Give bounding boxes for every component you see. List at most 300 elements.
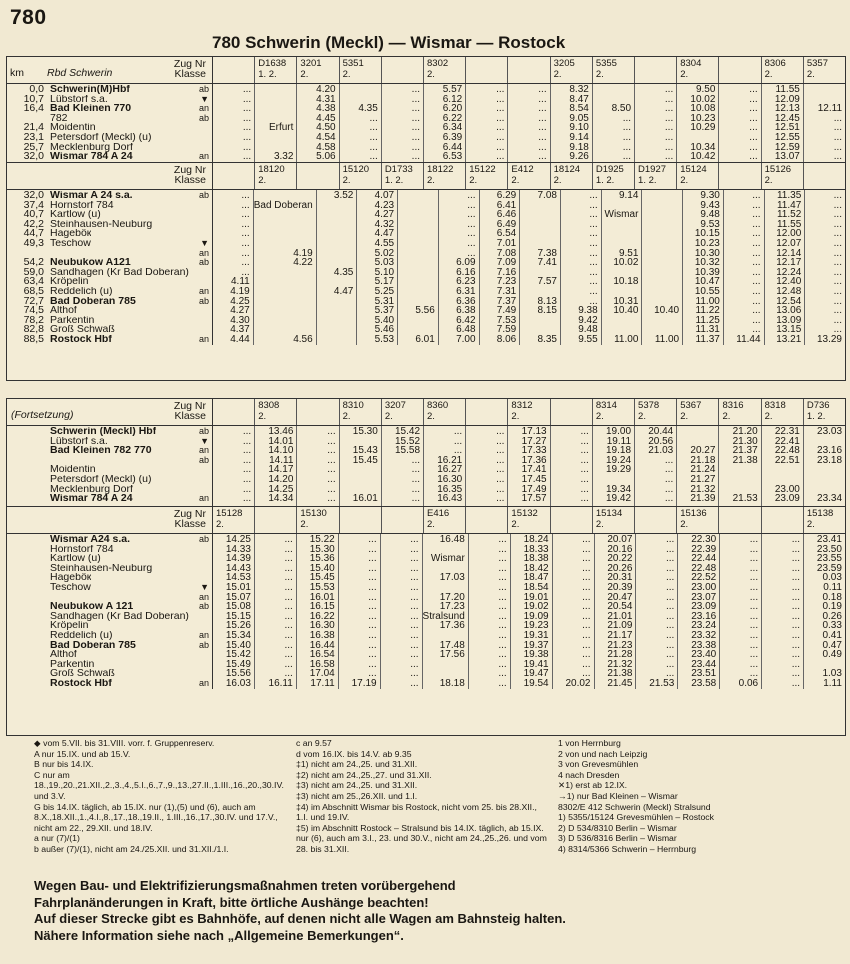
time-cell: ... [538, 103, 547, 115]
time-cell: ... [242, 112, 252, 124]
time-cell: ... [752, 190, 761, 201]
arrival-departure: an [198, 494, 209, 504]
time-cell: 9.10 [569, 122, 589, 134]
time-cell: ... [749, 93, 758, 105]
time-cell: 23.24 [691, 620, 717, 632]
time-cell: ... [664, 454, 674, 466]
station-row [7, 220, 212, 230]
train-header [635, 163, 677, 189]
time-cell: ... [538, 131, 547, 143]
station-label [10, 277, 89, 287]
station-row [7, 437, 212, 447]
station-row [7, 554, 212, 564]
train-column [398, 190, 439, 345]
time-cell: 21.53 [649, 677, 675, 689]
time-cell: 20.56 [648, 435, 674, 447]
train-class: 2. [806, 519, 815, 530]
time-cell: 11.52 [776, 209, 802, 221]
train-class: 2. [680, 519, 689, 530]
train-column [439, 190, 480, 345]
time-cell: ... [453, 426, 463, 437]
time-cell [317, 249, 357, 259]
train-column [677, 426, 719, 506]
time-cell: ... [665, 553, 675, 565]
station-km: 32,0 [23, 152, 44, 162]
station-row [7, 573, 212, 583]
time-cell [642, 201, 682, 211]
time-cell: 15.42 [394, 426, 421, 437]
time-cell: 16.48 [439, 534, 465, 545]
time-cell: 17.33 [521, 445, 547, 457]
time-cell: ... [749, 141, 758, 153]
time-cell: ... [496, 93, 505, 105]
time-cell: 7.31 [496, 285, 517, 297]
time-cell [762, 465, 803, 475]
time-cell: ... [665, 601, 675, 613]
station-name: Sandhagen (Kr Bad Doberan) [50, 267, 189, 278]
time-cell: ... [410, 668, 419, 680]
time-cell: 12.55 [774, 131, 800, 143]
train-column [511, 534, 553, 689]
time-cell: ... [467, 218, 476, 230]
time-cell: ... [749, 103, 758, 115]
arrival-departure: ab [198, 191, 209, 200]
time-cell: 10.32 [694, 257, 720, 269]
time-cell: ... [749, 534, 759, 545]
footnote: 3) D 536/8316 Berlin – Wismar [558, 833, 677, 844]
arrival-departure: ab [198, 640, 209, 650]
time-cell: 9.53 [700, 218, 720, 230]
time-cell: ... [498, 639, 507, 651]
time-cell: 12.09 [774, 93, 800, 105]
time-cell: ... [538, 112, 547, 124]
station-km: 59,0 [23, 267, 44, 278]
train-header [677, 57, 719, 83]
time-cell: ... [752, 276, 761, 288]
station-row [7, 287, 212, 297]
time-cell: ... [752, 199, 761, 211]
time-cell: 10.29 [690, 122, 716, 134]
time-cell [520, 229, 560, 239]
station-km: 16,4 [23, 104, 44, 114]
time-cell: 22.52 [691, 572, 717, 584]
station-names [7, 190, 213, 345]
train-class: 2. [342, 175, 351, 186]
time-cell: ... [589, 209, 598, 221]
time-cell: 5.53 [374, 333, 395, 345]
time-cell: ... [582, 572, 591, 584]
time-cell: ... [242, 464, 252, 476]
station-label [10, 602, 133, 612]
time-cell: 7.23 [496, 276, 517, 288]
time-cell: ... [410, 629, 419, 641]
station-name: Groß Schwaß [50, 669, 115, 679]
time-cell: 5.37 [374, 305, 395, 317]
time-cell: ... [327, 464, 336, 476]
time-cell: ... [580, 435, 589, 447]
time-cell [340, 465, 381, 475]
station-label [10, 95, 108, 105]
time-cell: ... [467, 228, 476, 240]
time-cell: 16.44 [309, 639, 335, 651]
time-cell: 14.39 [225, 553, 251, 565]
time-cell: 19.11 [606, 435, 632, 447]
time-cell: 23.40 [691, 649, 717, 661]
time-cell: ... [538, 84, 547, 95]
station-name: Petersdorf (Meckl) (u) [50, 474, 152, 485]
time-cell: 15.56 [225, 668, 251, 680]
time-cell: ... [749, 122, 758, 134]
station-label [10, 427, 156, 437]
train-header [551, 57, 593, 83]
time-cell: ... [498, 601, 507, 613]
time-cell: ... [496, 454, 505, 466]
time-cell: ... [664, 93, 674, 105]
time-cell: ... [582, 534, 591, 545]
timetable-top [6, 56, 846, 381]
station-km: 63,4 [23, 277, 44, 287]
station-label [10, 201, 114, 211]
time-cell: ... [284, 649, 293, 661]
notice-line: Nähere Information siehe nach „Allgemeine Bemerkungen“. [34, 927, 404, 943]
arrival-departure: ▼ [200, 582, 209, 592]
train-header [466, 163, 508, 189]
station-label [10, 583, 91, 593]
time-cell: 10.31 [613, 295, 639, 307]
time-cell: ... [580, 454, 589, 466]
station-km: 40,7 [23, 210, 44, 220]
time-cell: 13.15 [776, 324, 802, 336]
station-label [10, 297, 136, 307]
time-cell: 6.34 [442, 122, 463, 134]
time-cell: ... [664, 122, 674, 134]
time-cell: ... [498, 677, 507, 689]
time-cell [398, 277, 438, 287]
train-column [720, 534, 762, 689]
train-column [382, 84, 424, 162]
time-cell: ... [284, 562, 293, 574]
time-cell: ... [791, 553, 801, 565]
time-cell: ... [749, 601, 759, 613]
footnote: ‡3) nicht am 24.,25. und 31.XII. [296, 780, 418, 791]
station-label [10, 143, 133, 153]
time-cell: 19.47 [523, 668, 549, 680]
time-cell: 15.26 [225, 620, 251, 632]
time-cell: 0.33 [822, 620, 842, 632]
time-cell [719, 465, 760, 475]
time-cell: ... [791, 610, 801, 622]
train-number: D1733 [384, 164, 413, 175]
train-column [551, 426, 593, 506]
time-cell: 6.44 [442, 141, 463, 153]
time-cell: 22.48 [774, 445, 800, 457]
arrival-departure: an [198, 286, 209, 296]
station-row [7, 316, 212, 326]
time-cell: 4.47 [333, 285, 354, 297]
time-cell: ... [411, 122, 421, 134]
time-cell [642, 287, 682, 297]
footnote: 1) 5355/15124 Grevesmühlen – Rostock [558, 812, 714, 823]
time-cell: ... [582, 610, 591, 622]
time-cell: ... [410, 562, 419, 574]
time-cell: 14.17 [268, 464, 294, 476]
time-cell: 16.43 [437, 493, 463, 505]
station-label [10, 475, 152, 485]
time-cell [255, 104, 296, 114]
time-cell: 7.08 [537, 190, 557, 201]
time-cell: 8.47 [569, 93, 589, 105]
time-cell [398, 191, 438, 201]
time-cell: ... [791, 620, 801, 632]
station-label [10, 152, 133, 162]
station-row [7, 114, 212, 124]
station-name: Wismar A24 s.a. [50, 535, 131, 545]
time-cell: 9.30 [700, 190, 720, 201]
time-cell: 6.46 [496, 209, 517, 221]
train-column [762, 534, 804, 689]
station-row [7, 583, 212, 593]
time-cell: 15.43 [352, 445, 378, 457]
time-cell: 10.40 [654, 305, 680, 317]
arrival-departure: ab [198, 535, 209, 544]
time-cell: 12.11 [817, 103, 843, 115]
notice-line: Fahrplanänderungen in Kraft, bitte örtliche Aushänge beachten! [34, 894, 429, 910]
time-cell: 21.17 [607, 629, 633, 641]
train-header [297, 57, 339, 83]
station-row [7, 679, 212, 689]
time-cell: ... [241, 237, 250, 249]
time-cell: 4.31 [316, 93, 336, 105]
time-cell: 12.45 [774, 112, 800, 124]
time-cell: ... [242, 435, 252, 447]
station-label [10, 456, 50, 466]
train-number: 8306 [764, 58, 786, 69]
time-cell: 3.32 [273, 151, 294, 163]
time-cell: 13.07 [774, 151, 800, 163]
time-cell: 4.35 [358, 103, 378, 115]
station-km: 68,5 [23, 286, 44, 297]
time-cell: 16.58 [309, 658, 335, 670]
time-cell: 14.33 [225, 543, 251, 555]
time-cell: 19.02 [523, 601, 549, 613]
station-km: 37,4 [23, 200, 44, 211]
time-cell [677, 427, 718, 437]
station-row [7, 104, 212, 114]
time-cell: ... [791, 562, 801, 574]
train-column [635, 426, 677, 506]
time-cell [398, 229, 438, 239]
time-cell: 15.15 [225, 610, 251, 622]
station-km: 82,8 [23, 325, 44, 335]
train-header [635, 507, 677, 533]
time-cell: 19.01 [523, 591, 549, 603]
time-cell [602, 229, 642, 239]
time-cell: 20.27 [690, 445, 716, 457]
time-cell: 4.25 [230, 295, 250, 307]
train-column [805, 190, 845, 345]
footnote: c an 9.57 [296, 738, 332, 748]
time-cell: ... [749, 84, 758, 95]
time-cell: ... [752, 228, 761, 240]
time-cell: 4.47 [374, 228, 395, 240]
time-cell: 16.11 [268, 677, 293, 689]
station-row [7, 95, 212, 105]
arrival-departure: an [198, 152, 209, 162]
time-cell: 4.30 [230, 314, 250, 326]
time-cell: ... [664, 103, 674, 115]
station-name: Neubukow A121 [50, 258, 131, 268]
time-cell: ... [467, 237, 476, 249]
time-cell: ... [582, 649, 591, 661]
train-number: 5357 [806, 58, 828, 69]
time-cell [317, 239, 357, 249]
train-number: 5367 [680, 400, 702, 411]
train-header [762, 399, 804, 425]
time-cell: 21.53 [732, 493, 758, 505]
train-class: 2. [427, 175, 435, 186]
time-cell: 7.57 [537, 276, 557, 288]
train-column [255, 426, 297, 506]
train-header [719, 57, 761, 83]
time-cell: ... [791, 649, 801, 661]
time-cell: 17.56 [439, 649, 465, 661]
train-column [213, 426, 255, 506]
time-cell: ... [833, 237, 842, 249]
train-column [508, 84, 550, 162]
time-cell: ... [498, 553, 507, 565]
footnote: ‡4) im Abschnitt Wismar bis Rostock, nicht vom 25. bis 28.XII., 1.I. und 19.IV. [296, 801, 537, 823]
time-cell [340, 85, 381, 95]
page-number: 780 [10, 6, 47, 29]
train-header [593, 57, 635, 83]
station-name: Steinhausen-Neuburg [50, 219, 153, 230]
train-header [382, 399, 424, 425]
station-label [10, 535, 130, 545]
train-header [508, 57, 550, 83]
time-cell: ... [589, 295, 598, 307]
time-cell: ... [327, 435, 336, 447]
time-cell: 14.53 [225, 572, 251, 584]
station-label [10, 287, 112, 297]
train-number: 18122 [427, 164, 454, 175]
time-cell: ... [242, 473, 252, 485]
notice-line: Wegen Bau- und Elektrifizierungsmaßnahmen treten vorübergehend [34, 878, 456, 893]
time-cell: 15.07 [225, 591, 251, 603]
time-cell: 6.22 [442, 112, 463, 124]
time-cell: ... [791, 668, 801, 680]
time-cell: 19.37 [523, 639, 549, 651]
time-cell: 20.02 [565, 677, 591, 689]
time-cell: 4.19 [293, 247, 313, 259]
time-cell [254, 220, 316, 230]
station-label [10, 85, 130, 95]
footnote: G bis 14.IX. täglich, ab 15.IX. nur (1),(5) und (6), auch am 8.X.,18.XII.,1.,4.I.,8.,17.,18.,19.II., 1.III.,16.,17.,30.IV. und 17.V., nicht am 22., 29.XII. und 18.IV. [34, 801, 278, 833]
section-2 [7, 190, 845, 345]
time-cell: ... [752, 266, 761, 278]
train-header [677, 163, 719, 189]
station-name: Hageböк [50, 573, 92, 583]
arrival-departure: ▼ [200, 94, 209, 104]
station-label [10, 114, 68, 124]
time-cell: ... [791, 601, 801, 613]
time-cell: 21.09 [607, 620, 633, 632]
time-cell: 18.33 [523, 543, 549, 555]
time-cell: 22.30 [691, 534, 717, 545]
time-cell: 9.14 [618, 190, 639, 201]
time-cell: 0.26 [822, 610, 842, 622]
time-cell: ... [749, 620, 759, 632]
time-cell: ... [498, 562, 507, 574]
time-cell: ... [582, 629, 591, 641]
station-label [10, 437, 108, 447]
station-name: Althof [50, 306, 77, 316]
station-name: Mecklenburg Dorf [50, 142, 133, 153]
station-name: Reddelich (u) [50, 286, 113, 297]
station-name: Teschow [50, 238, 91, 249]
time-cell: 7.38 [537, 247, 557, 259]
station-row [7, 229, 212, 239]
time-cell: Stralsund [422, 610, 465, 622]
train-class: 1. 2. [806, 411, 826, 422]
time-cell: ... [622, 141, 632, 153]
time-cell: ... [496, 103, 505, 115]
time-cell: ... [665, 610, 675, 622]
station-label [10, 679, 112, 689]
time-cell: 4.55 [374, 237, 395, 249]
train-header [719, 163, 761, 189]
train-number: 15126 [764, 164, 792, 175]
time-cell: ... [664, 84, 674, 95]
time-cell: 6.49 [496, 218, 517, 230]
time-cell: 17.57 [521, 493, 547, 505]
station-row [7, 669, 212, 679]
time-cell: ... [749, 572, 759, 584]
train-class: 2. [680, 411, 689, 422]
time-cell: ... [582, 581, 591, 593]
zug-label: Zug Nr Klasse [173, 400, 206, 422]
time-cell: 6.53 [442, 151, 463, 163]
time-cell [520, 201, 560, 211]
footnote: b außer (7)/(1), nicht am 24./25.XII. und 31.XII./1.I. [34, 843, 229, 854]
time-cell: 23.58 [691, 677, 717, 689]
time-cell: ... [538, 122, 547, 134]
time-cell: ... [665, 629, 675, 641]
train-column [297, 84, 339, 162]
station-label [10, 494, 133, 504]
time-cell: 16.01 [309, 591, 335, 603]
time-cell: ... [498, 572, 507, 584]
train-header [719, 399, 761, 425]
time-cell: 16.21 [437, 454, 463, 466]
time-cell [317, 306, 357, 316]
train-column [719, 426, 761, 506]
time-cell: ... [498, 591, 507, 603]
time-cell: 21.23 [607, 639, 633, 651]
time-cell: 11.55 [775, 84, 800, 95]
time-cell: ... [833, 199, 842, 211]
station-row [7, 612, 212, 622]
train-class: 2. [427, 69, 435, 80]
time-cell [254, 287, 316, 297]
time-cell: 4.44 [230, 333, 250, 345]
train-number: 8312 [511, 400, 533, 411]
time-cell [340, 475, 381, 485]
time-cell: 21.27 [690, 473, 716, 485]
footnote: ‡1) nicht am 24.,25. und 31.XII. [296, 759, 418, 770]
train-header [424, 507, 466, 533]
time-cell: ... [369, 112, 378, 124]
time-cell: 10.02 [613, 257, 639, 269]
